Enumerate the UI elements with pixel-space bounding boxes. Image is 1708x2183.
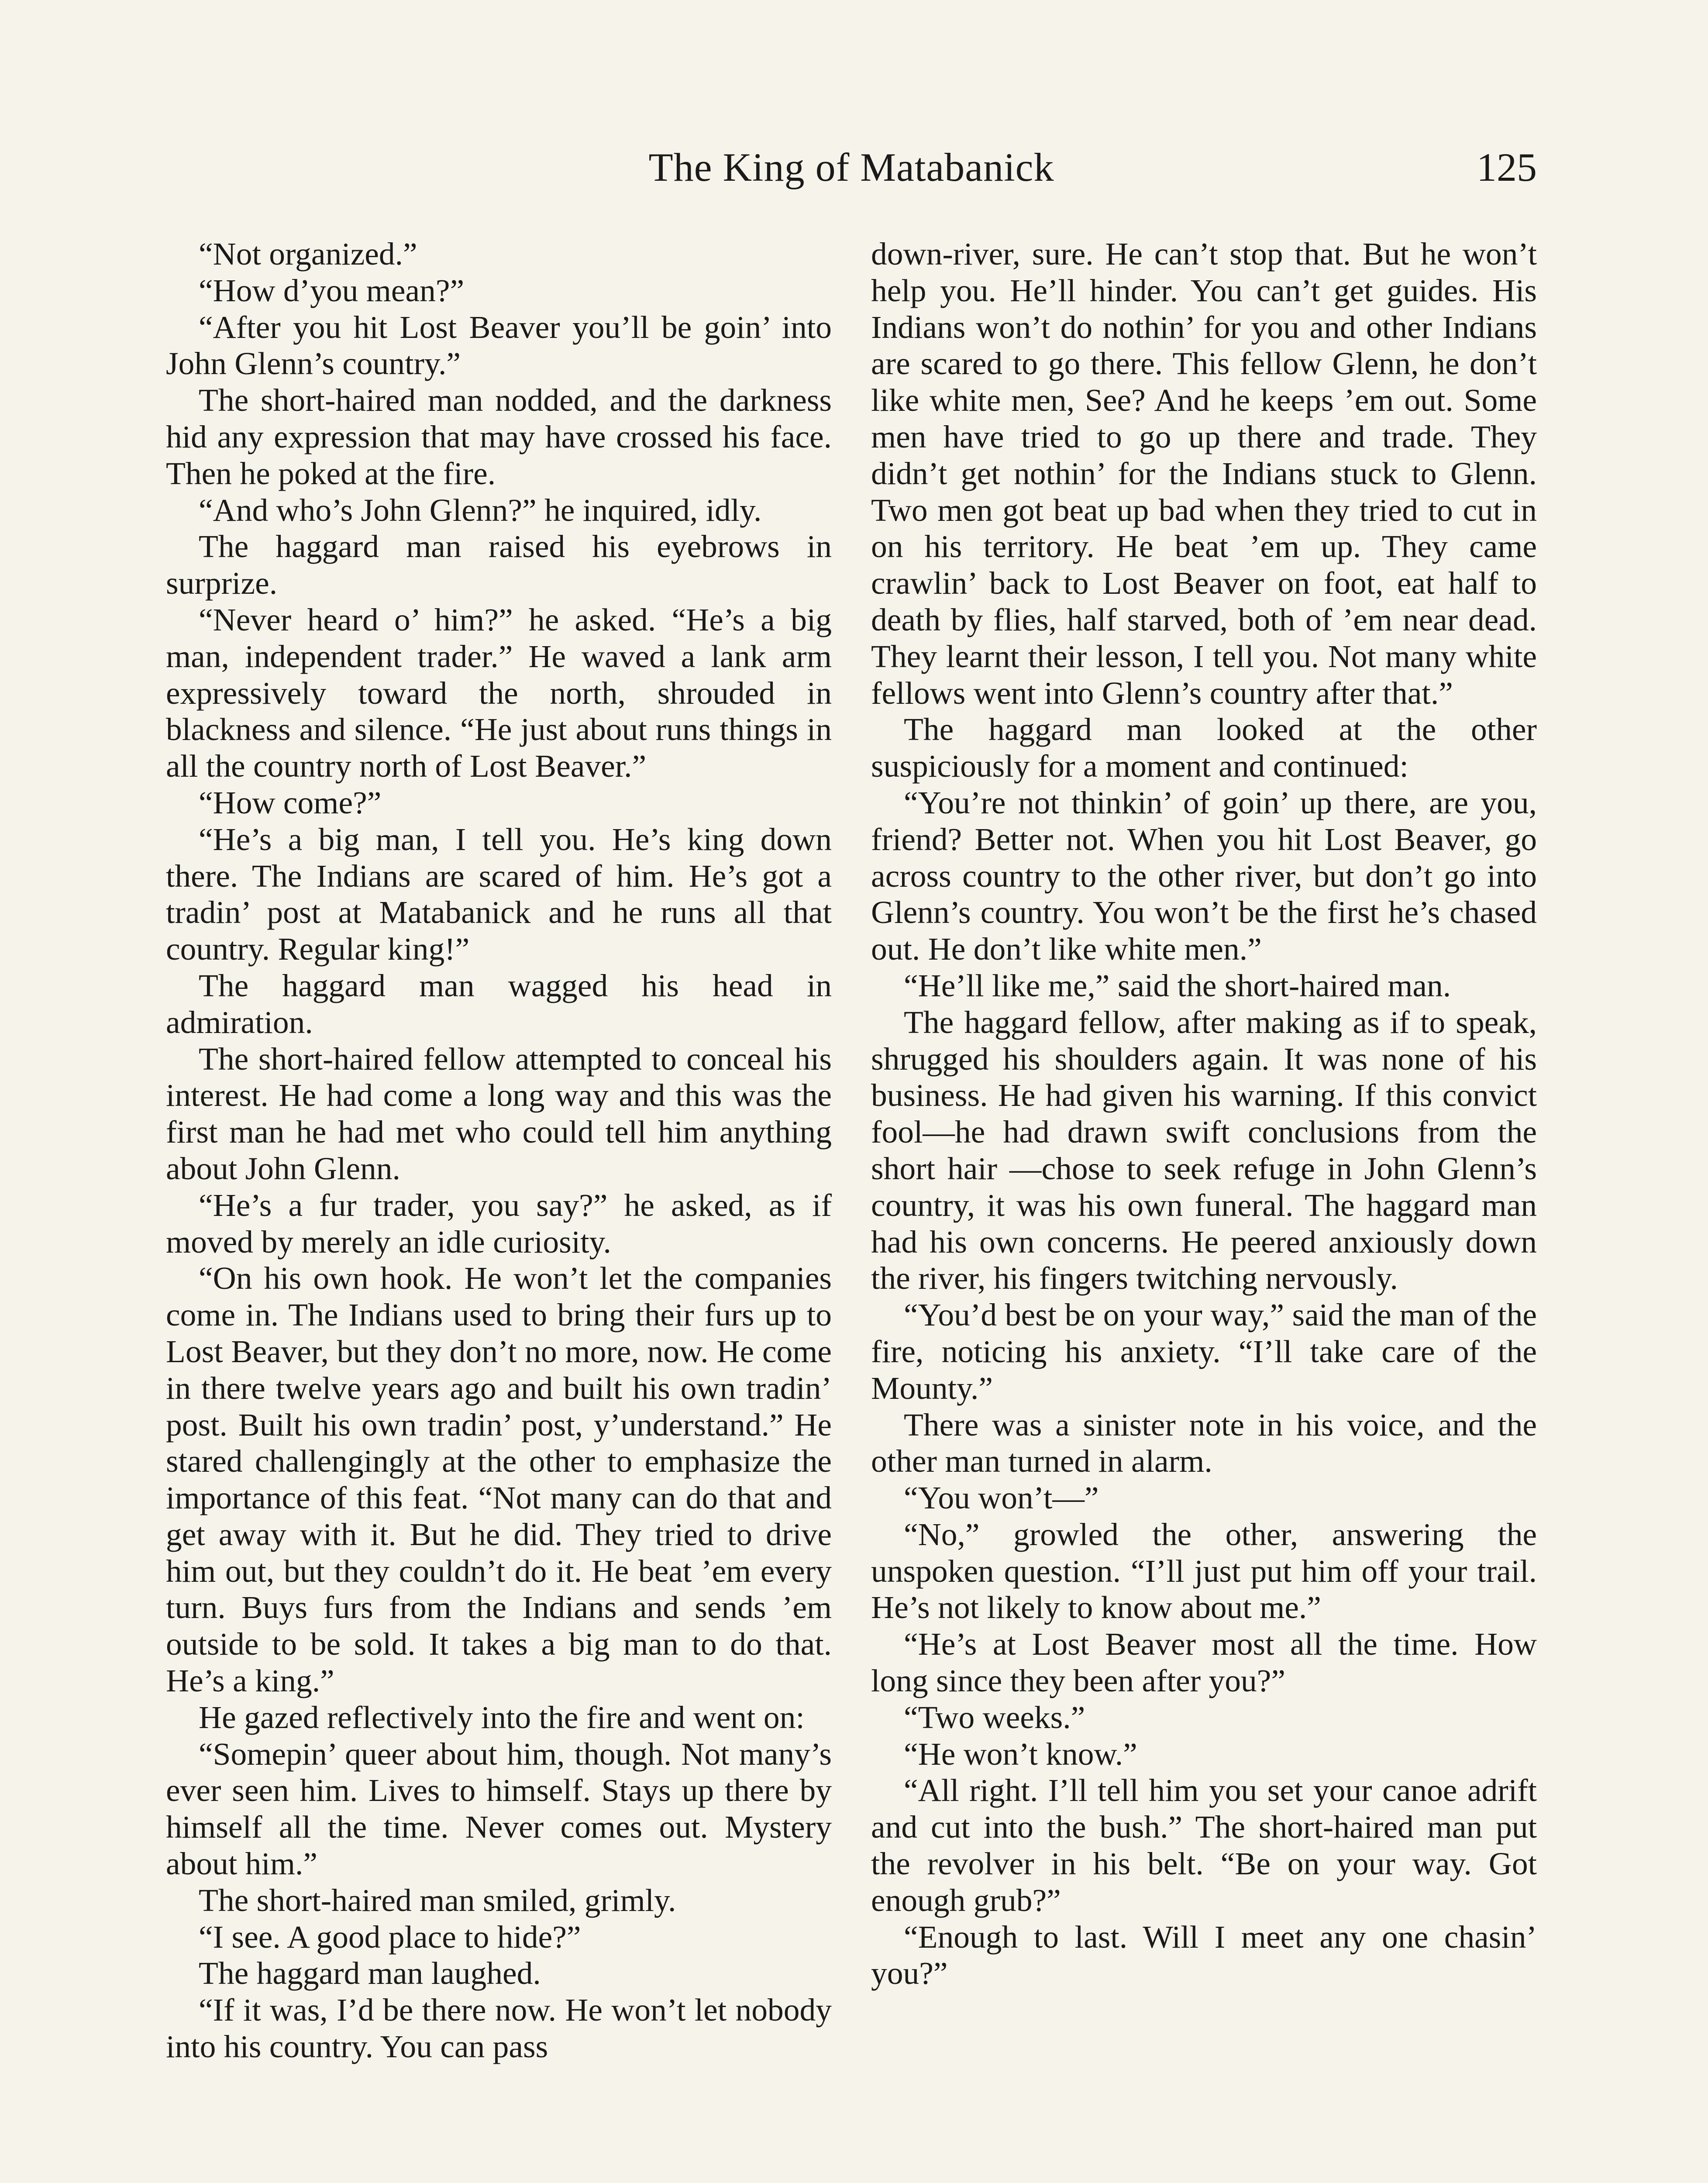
paragraph: “You won’t—”	[904, 1480, 1099, 1516]
paragraph: “You’d best be on your way,” said the man of the fire, noticing his anxiety. “I’ll take care of the Mounty.”	[871, 1297, 1537, 1406]
paragraph: “And who’s John Glenn?” he inquired, idly.	[199, 492, 762, 528]
paragraph: “All right. I’ll tell him you set your canoe adrift and cut into the bush.” The short-haired man put the revolver in his belt. “Be on your way. Got enough grub?”	[871, 1773, 1537, 1918]
paragraph: “On his own hook. He won’t let the companies come in. The Indians used to bring their furs up to Lost Beaver, but they don’t no more, now. He come in there twelve years ago and built his own tradin’ post. Built his own tradin’ post, y’understand.” He stared challengingly at the other to emphasize the importance of this feat. “Not many can do that and get away with it. But he did. They tried to drive him out, but they couldn’t do it. He beat ’em every turn. Buys furs from the Indians and sends ’em outside to be sold. It takes a big man to do that. He’s a king.”	[166, 1260, 832, 1699]
right-column	[871, 236, 1537, 2065]
paragraph: “He’s at Lost Beaver most all the time. How long since they been after you?”	[871, 1626, 1537, 1699]
paragraph: “Not organized.”	[199, 236, 417, 272]
paragraph: “Somepin’ queer about him, though. Not many’s ever seen him. Lives to himself. Stays up there by himself all the time. Never comes out. Mystery about him.”	[166, 1736, 832, 1882]
paragraph: He gazed reflectively into the fire and went on:	[199, 1699, 805, 1735]
paragraph: “Enough to last. Will I meet any one chasin’ you?”	[871, 1919, 1537, 1991]
text-columns	[166, 236, 1537, 2065]
paragraph: The short-haired man smiled, grimly.	[199, 1882, 676, 1918]
page-number: 125	[1477, 145, 1537, 189]
paragraph: “If it was, I’d be there now. He won’t let nobody into his country. You can pass	[166, 1992, 832, 2065]
paragraph: “Never heard o’ him?” he asked. “He’s a big man, independent trader.” He waved a lank arm expressively toward the north, shrouded in blackness and silence. “He just about runs things in all the country north of Lost Beaver.”	[166, 602, 832, 784]
paragraph: The short-haired fellow attempted to conceal his interest. He had come a long way and this was the first man he had met who could tell him anything about John Glenn.	[166, 1041, 832, 1186]
paragraph: “Two weeks.”	[904, 1699, 1085, 1735]
paragraph: “He’ll like me,” said the short-haired man.	[904, 968, 1451, 1003]
paragraph: “He’s a fur trader, you say?” he asked, as if moved by merely an idle curiosity.	[166, 1187, 832, 1260]
paragraph: The short-haired man nodded, and the darkness hid any expression that may have crossed his face. Then he poked at the fire.	[166, 382, 832, 491]
left-column	[166, 236, 832, 2065]
paragraph-continuation: down-river, sure. He can’t stop that. But he won’t help you. He’ll hinder. You can’t get guides. His Indians won’t do nothin’ for you and other Indians are scared to go there. This fellow Glenn, he don’t like white men, See? And he keeps ’em out. Some men have tried to go up there and trade. They didn’t get nothin’ for the Indians stuck to Glenn. Two men got beat up bad when they tried to cut in on his territory. He beat ’em up. They came crawlin’ back to Lost Beaver on foot, eat half to death by flies, half starved, both of ’em near dead. They learnt their lesson, I tell you. Not many white fellows went into Glenn’s country after that.”	[871, 236, 1537, 711]
paragraph: “How come?”	[199, 785, 382, 820]
running-head	[166, 144, 1537, 205]
paragraph: “After you hit Lost Beaver you’ll be goin’ into John Glenn’s country.”	[166, 309, 832, 382]
paragraph: The haggard man wagged his head in admiration.	[166, 968, 832, 1040]
paragraph: There was a sinister note in his voice, and the other man turned in alarm.	[871, 1407, 1537, 1479]
paragraph: “He won’t know.”	[904, 1736, 1137, 1772]
paragraph: “He’s a big man, I tell you. He’s king down there. The Indians are scared of him. He’s got a tradin’ post at Matabanick and he runs all that country. Regular king!”	[166, 821, 832, 967]
paragraph: “No,” growled the other, answering the unspoken question. “I’ll just put him off your trail. He’s not likely to know about me.”	[871, 1516, 1537, 1625]
paragraph: “You’re not thinkin’ of goin’ up there, are you, friend? Better not. When you hit Lost Beaver, go across country to the other river, but don’t go into Glenn’s country. You won’t be the first he’s chased out. He don’t like white men.”	[871, 785, 1537, 967]
paragraph: “I see. A good place to hide?”	[199, 1919, 581, 1955]
page-title: The King of Matabanick	[648, 145, 1054, 189]
paragraph: The haggard man raised his eyebrows in surprize.	[166, 529, 832, 601]
paragraph: The haggard man looked at the other suspiciously for a moment and continued:	[871, 712, 1537, 784]
paragraph: “How d’you mean?”	[199, 272, 465, 308]
paragraph: The haggard man laughed.	[199, 1956, 541, 1991]
paragraph: The haggard fellow, after making as if to speak, shrugged his shoulders again. It was none of his business. He had given his warning. If this convict fool—he had drawn swift conclusions from the short hair —chose to seek refuge in John Glenn’s country, it was his own funeral. The haggard man had his own concerns. He peered anxiously down the river, his fingers twitching nervously.	[871, 1004, 1537, 1296]
